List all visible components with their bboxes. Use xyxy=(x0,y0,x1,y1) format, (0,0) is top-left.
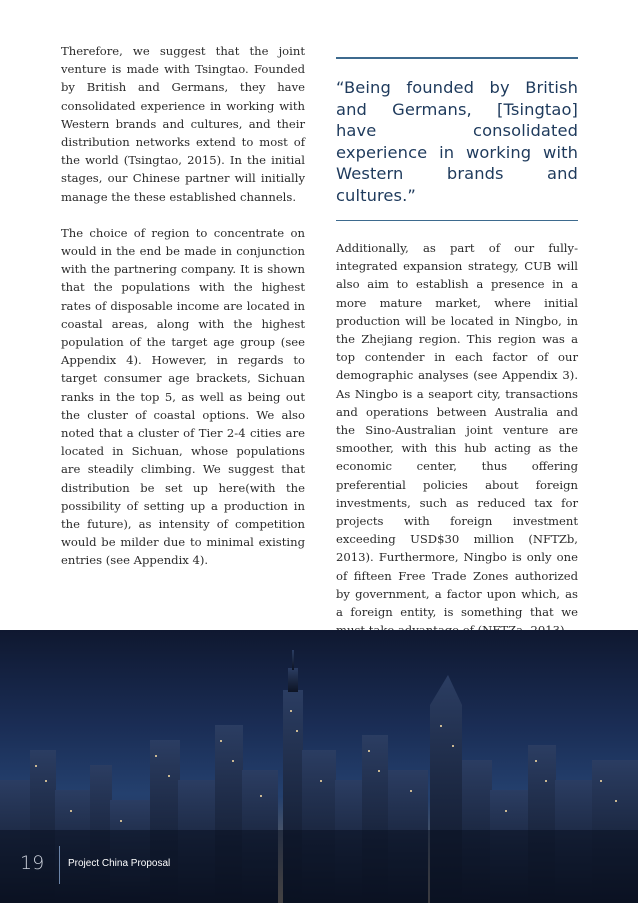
pull-quote: “Being founded by British and Germans, [Tsingtao] have consolidated experience in working with Western brands and cultures.” xyxy=(336,78,578,205)
page-number: 19 xyxy=(20,852,45,874)
right-paragraph: Additionally, as part of our fully-integrated expansion strategy, CUB will also aim to establish a presence in a more mature market, where initial production will be located in Ningbo, in the Zhejiang region. This region was a top contender in each factor of our demographic analyses (see Appendix 3). As Ningbo is a seaport city, transactions and operations between Australia and the Sino-Australian joint venture are smoother, with this hub acting as the economic center, thus offering preferential policies about foreign investments, such as reduced tax for projects with foreign investment exceeding USD$30 million (NFTZb, 2013). Furthermore, Ningbo is only one of fifteen Free Trade Zones authorized by government, a factor upon which, as a foreign entity, is something that we xyxy=(336,241,578,620)
right-column xyxy=(336,57,578,639)
page-footer xyxy=(0,846,638,886)
left-paragraph-2: The choice of region to concentrate on would in the end be made in conjunction with the partnering company. It is shown that the populations with the highest rates of disposable income are located in coastal areas, along with the highest population of the target age group (see Appendix 4). However, in regards to target consumer age brackets, Sichuan ranks in the top 5, as well as being out the cluster of coastal options. We also noted that a cluster of Tier 2-4 cities are located in Sichuan, whose populations are steadily climbing. We suggest that distribution be set up here(with the possibility of setting up a production in the future), as intensity of competition would be milder due to minimal existing entries (see Appendix 4). xyxy=(61,225,305,568)
left-column xyxy=(61,42,305,570)
document-title: Project China Proposal xyxy=(68,858,171,869)
pull-quote-bottom-rule xyxy=(336,220,578,221)
left-paragraph-1: Therefore, we suggest that the joint venture is made with Tsingtao. Founded by British and Germans, they have consolidated experience in working with Western brands and cultures, and their distribution networks extend to most of the world (Tsingtao, 2015). In the initial stages, our Chinese partner will initially manage the these established channels. xyxy=(61,44,305,204)
footer-divider xyxy=(59,846,60,884)
pull-quote-top-rule xyxy=(336,57,578,59)
